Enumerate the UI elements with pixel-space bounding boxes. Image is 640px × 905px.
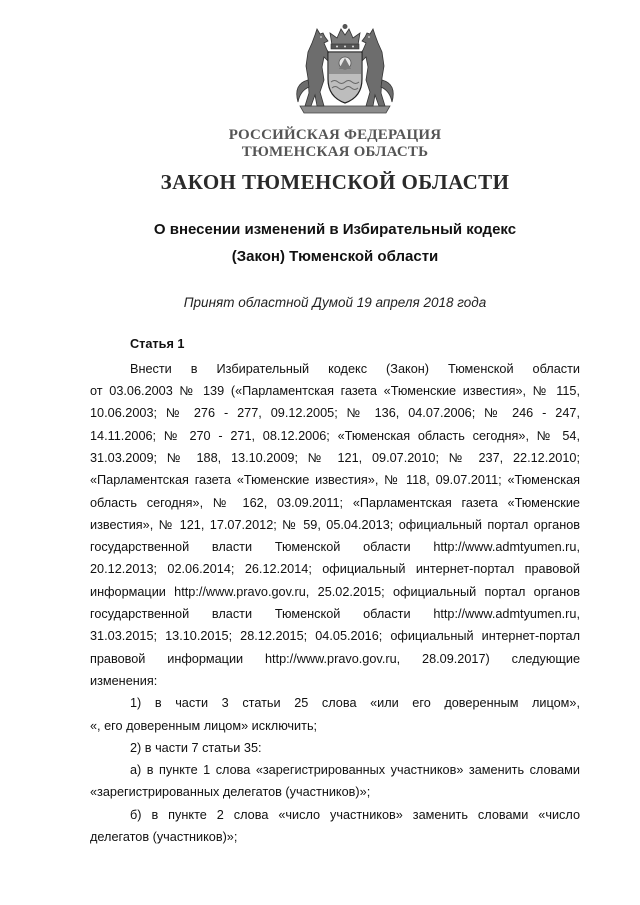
law-type-title: ЗАКОН ТЮМЕНСКОЙ ОБЛАСТИ <box>160 170 510 194</box>
region-name: ТЮМЕНСКАЯ ОБЛАСТЬ <box>241 144 429 160</box>
text-line: б) в пункте 2 слова «число участников» заменить словами «число <box>130 807 580 822</box>
coat-of-arms-icon <box>284 22 406 117</box>
country-name: РОССИЙСКАЯ ФЕДЕРАЦИЯ <box>228 127 442 143</box>
text-line: 1) в части 3 статьи 25 слова «или его доверенным лицом», <box>130 696 580 711</box>
article-paragraph <box>90 737 580 759</box>
text-line: 10.06.2003; № 276 - 277, 09.12.2005; № 136, 04.07.2006; № 246 - 247, <box>90 406 580 421</box>
text-line: информации http://www.pravo.gov.ru, 25.02.2015; официальный портал органов <box>90 584 580 599</box>
emblem-shield-icon <box>328 52 362 103</box>
text-line: делегатов (участников)»; <box>90 830 238 845</box>
adoption-note: Принят областной Думой 19 апреля 2018 года <box>183 295 487 310</box>
text-line: Внести в Избирательный кодекс (Закон) Тюменской области <box>130 361 580 376</box>
article-body <box>90 333 580 848</box>
emblem-supporter-left-icon <box>297 29 331 106</box>
text-line: известия», № 121, 17.07.2012; № 59, 05.04.2013; официальный портал органов <box>90 517 580 532</box>
text-line: область сегодня», № 162, 03.09.2011; «Парламентская газета «Тюменские <box>90 495 580 510</box>
law-title-line-1: О внесении изменений в Избирательный кодекс <box>153 221 517 238</box>
text-line: 20.12.2013; 02.06.2014; 26.12.2014; официальный интернет-портал правовой <box>90 562 580 577</box>
text-line: правовой информации http://www.pravo.gov.ru, 28.09.2017) следующие <box>90 651 580 666</box>
text-line: 31.03.2015; 13.10.2015; 28.12.2015; 04.05.2016; официальный интернет-портал <box>90 629 580 644</box>
article-paragraph <box>90 358 580 692</box>
emblem-crown-icon <box>330 24 360 49</box>
law-title-line-2: (Закон) Тюменской области <box>231 248 439 265</box>
article-paragraph <box>90 692 580 737</box>
text-line: от 03.06.2003 № 139 («Парламентская газета «Тюменские известия», № 115, <box>90 384 580 399</box>
text-line: государственной власти Тюменской области http://www.admtyumen.ru, <box>90 607 580 622</box>
text-line: «зарегистрированных делегатов (участников)»; <box>90 785 371 800</box>
text-line: 14.11.2006; № 270 - 271, 08.12.2006; «Тюменская область сегодня», № 54, <box>90 428 580 443</box>
text-line: 2) в части 7 статьи 35: <box>130 740 262 755</box>
text-line: «, его доверенным лицом» исключить; <box>90 718 318 733</box>
emblem-supporter-right-icon <box>359 29 393 106</box>
text-line: 31.03.2009; № 188, 13.10.2009; № 121, 09.07.2010; № 237, 22.12.2010; <box>90 450 580 465</box>
article-heading: Статья 1 <box>130 337 185 351</box>
text-line: изменения: <box>90 673 158 688</box>
article-paragraph <box>90 759 580 804</box>
article-paragraph <box>90 804 580 849</box>
text-line: государственной власти Тюменской области http://www.admtyumen.ru, <box>90 540 580 555</box>
text-line: а) в пункте 1 слова «зарегистрированных участников» заменить словами <box>130 763 580 778</box>
text-line: «Парламентская газета «Тюменские известия», № 118, 09.07.2011; «Тюменская <box>90 473 580 488</box>
